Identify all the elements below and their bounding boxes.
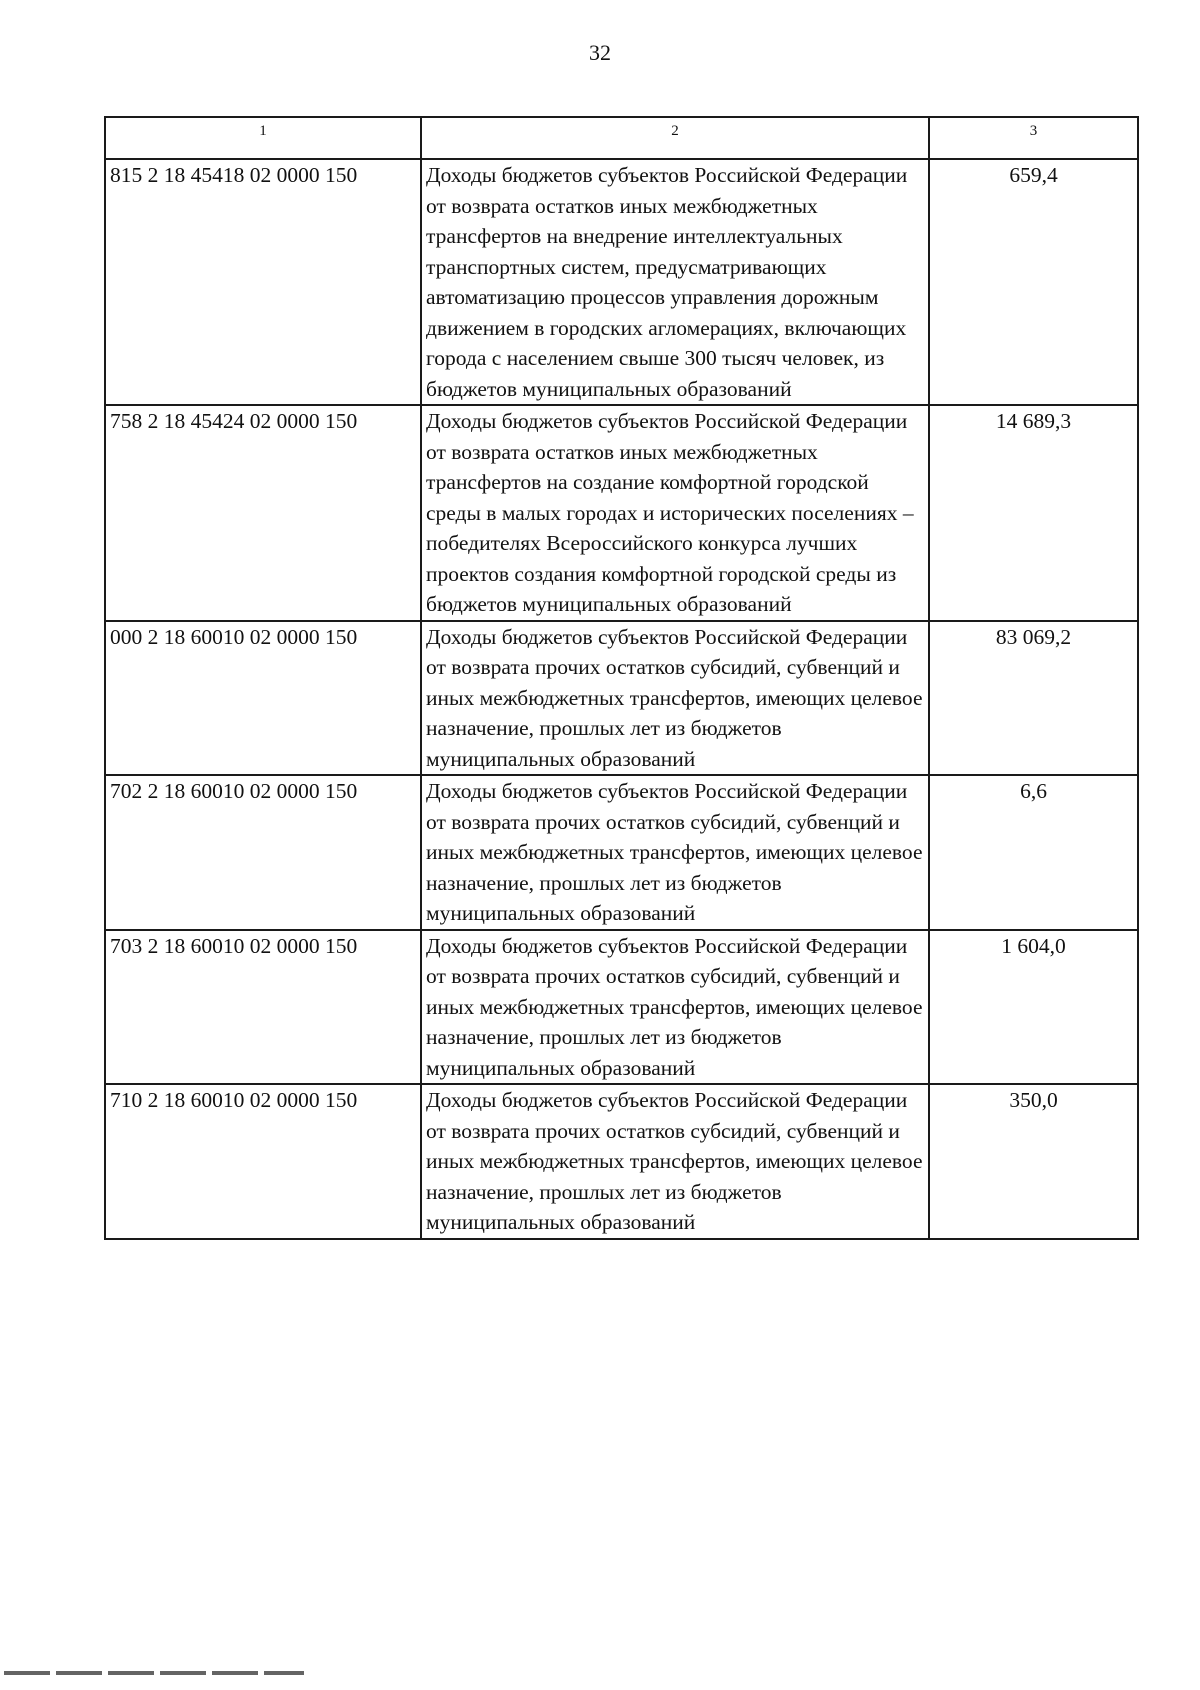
budget-code-cell: 758 2 18 45424 02 0000 150 xyxy=(105,405,421,621)
table-row xyxy=(105,775,1138,930)
description-cell: Доходы бюджетов субъектов Российской Федерации от возврата прочих остатков субсидий, субвенций и иных межбюджетных трансфертов, имеющих целевое назначение, прошлых лет из бюджетов муниципальных образований xyxy=(421,930,929,1085)
table-row xyxy=(105,1084,1138,1239)
budget-code-cell: 815 2 18 45418 02 0000 150 xyxy=(105,159,421,405)
table-row xyxy=(105,405,1138,621)
column-header-amount: 3 xyxy=(929,117,1138,159)
budget-code-cell: 710 2 18 60010 02 0000 150 xyxy=(105,1084,421,1239)
column-header-code: 1 xyxy=(105,117,421,159)
budget-code-cell: 702 2 18 60010 02 0000 150 xyxy=(105,775,421,930)
budget-revenue-table xyxy=(104,116,1139,1240)
scan-edge-marks xyxy=(4,1671,304,1675)
amount-cell: 83 069,2 xyxy=(929,621,1138,776)
description-cell: Доходы бюджетов субъектов Российской Федерации от возврата прочих остатков субсидий, субвенций и иных межбюджетных трансфертов, имеющих целевое назначение, прошлых лет из бюджетов муниципальных образований xyxy=(421,621,929,776)
budget-code-cell: 703 2 18 60010 02 0000 150 xyxy=(105,930,421,1085)
amount-cell: 14 689,3 xyxy=(929,405,1138,621)
amount-cell: 1 604,0 xyxy=(929,930,1138,1085)
description-cell: Доходы бюджетов субъектов Российской Федерации от возврата прочих остатков субсидий, субвенций и иных межбюджетных трансфертов, имеющих целевое назначение, прошлых лет из бюджетов муниципальных образований xyxy=(421,775,929,930)
column-header-description: 2 xyxy=(421,117,929,159)
table-row xyxy=(105,621,1138,776)
budget-code-cell: 000 2 18 60010 02 0000 150 xyxy=(105,621,421,776)
table-row xyxy=(105,930,1138,1085)
table-header-row xyxy=(105,117,1138,159)
amount-cell: 350,0 xyxy=(929,1084,1138,1239)
description-cell: Доходы бюджетов субъектов Российской Федерации от возврата остатков иных межбюджетных трансфертов на создание комфортной городской среды в малых городах и исторических поселениях – победителях Всероссийского конкурса лучших проектов создания комфортной городской среды из бюджетов муниципальных образований xyxy=(421,405,929,621)
table-row xyxy=(105,159,1138,405)
description-cell: Доходы бюджетов субъектов Российской Федерации от возврата прочих остатков субсидий, субвенций и иных межбюджетных трансфертов, имеющих целевое назначение, прошлых лет из бюджетов муниципальных образований xyxy=(421,1084,929,1239)
description-cell: Доходы бюджетов субъектов Российской Федерации от возврата остатков иных межбюджетных трансфертов на внедрение интеллектуальных транспортных систем, предусматривающих автоматизацию процессов управления дорожным движением в городских агломерациях, включающих города с населением свыше 300 тысяч человек, из бюджетов муниципальных образований xyxy=(421,159,929,405)
amount-cell: 6,6 xyxy=(929,775,1138,930)
page-number: 32 xyxy=(589,40,611,65)
amount-cell: 659,4 xyxy=(929,159,1138,405)
